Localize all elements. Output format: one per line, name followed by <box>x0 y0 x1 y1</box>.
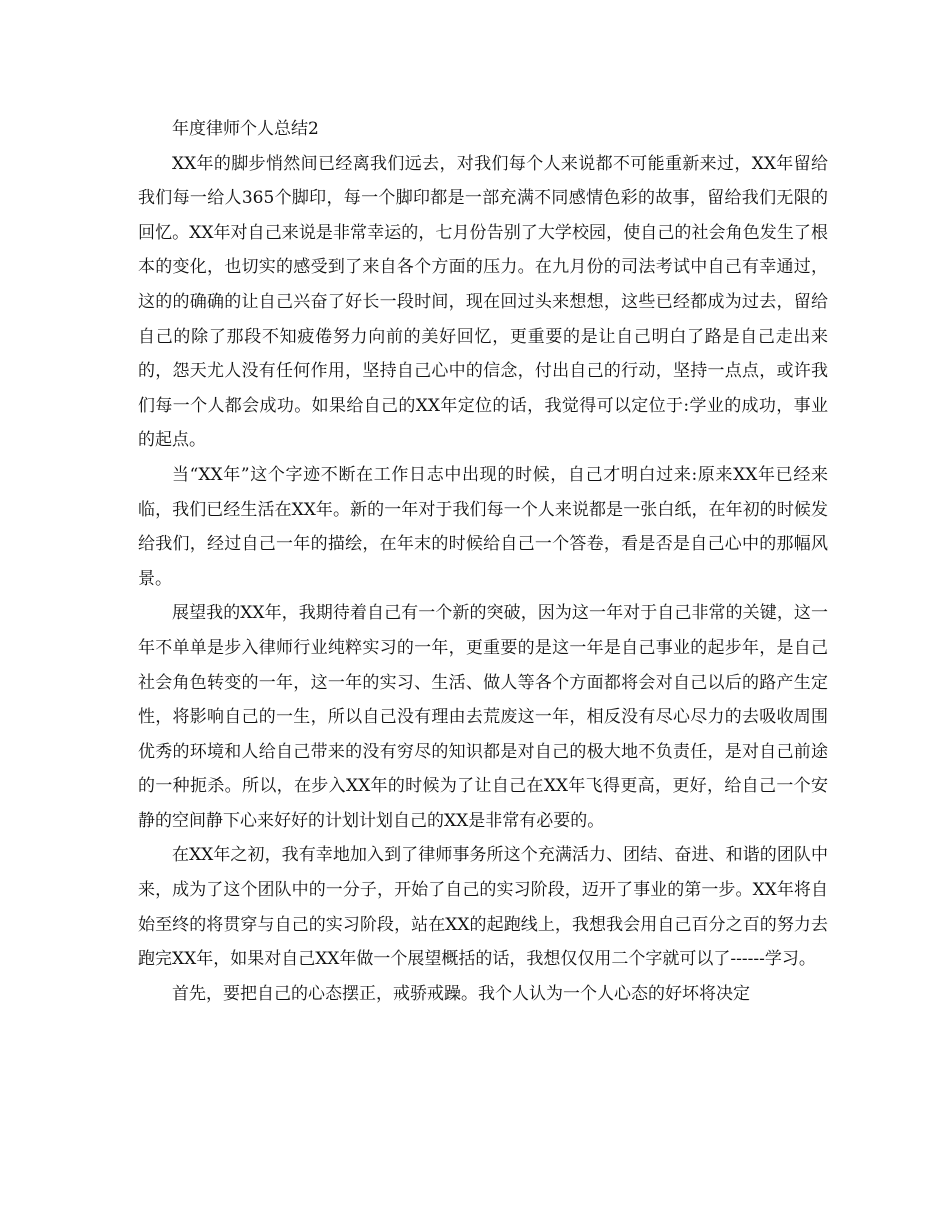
paragraph-3: 展望我的XX年，我期待着自己有一个新的突破，因为这一年对于自己非常的关键，这一年不单单是步入律师行业纯粹实习的一年，更重要的是这一年是自己事业的起步年，是自己社会角色转变的一年，这一年的实习、生活、做人等各个方面都将会对自己以后的路产生定性，将影响自己的一生，所以自己没有理由去荒废这一年，相反没有尽心尽力的去吸收周围优秀的环境和人给自己带来的没有穷尽的知识都是对自己的极大地不负责任，是对自己前途的一种扼杀。所以，在步入XX年的时候为了让自己在XX年飞得更高，更好，给自己一个安静的空间静下心来好好的计划计划自己的XX是非常有必要的。 <box>138 603 828 831</box>
paragraph-2: 当“XX年”这个字迹不断在工作日志中出现的时候，自己才明白过来:原来XX年已经来临，我们已经生活在XX年。新的一年对于我们每一个人来说都是一张白纸，在年初的时候发给我们，经过自己一年的描绘，在年末的时候给自己一个答卷，看是否是自己心中的那幅风景。 <box>138 464 828 589</box>
paragraph-5: 首先，要把自己的心态摆正，戒骄戒躁。我个人认为一个人心态的好坏将决定 <box>172 983 750 1004</box>
paragraph-4: 在XX年之初，我有幸地加入到了律师事务所这个充满活力、团结、奋进、和谐的团队中来，成为了这个团队中的一分子，开始了自己的实习阶段，迈开了事业的第一步。XX年将自始至终的将贯穿与自己的实习阶段，站在XX的起跑线上，我想我会用自己百分之百的努力去跑完XX年，如果对自己XX年做一个展望概括的话，我想仅仅用二个字就可以了------学习。 <box>138 845 828 970</box>
paragraph-1: XX年的脚步悄然间已经离我们远去，对我们每个人来说都不可能重新来过，XX年留给我们每一给人365个脚印，每一个脚印都是一部充满不同感情色彩的故事，留给我们无限的回忆。XX年对自己来说是非常幸运的，七月份告别了大学校园，使自己的社会角色发生了根本的变化，也切实的感受到了来自各个方面的压力。在九月份的司法考试中自己有幸通过，这的的确确的让自己兴奋了好长一段时间，现在回过头来想想，这些已经都成为过去，留给自己的除了那段不知疲倦努力向前的美好回忆，更重要的是让自己明白了路是自己走出来的，怨天尤人没有任何作用，坚持自己心中的信念，付出自己的行动，坚持一点点，或许我们每一个人都会成功。如果给自己的XX年定位的话，我觉得可以定位于:学业的成功，事业的起点。 <box>138 153 828 451</box>
document-title: 年度律师个人总结2 <box>172 119 319 139</box>
document-body <box>138 112 828 1011</box>
